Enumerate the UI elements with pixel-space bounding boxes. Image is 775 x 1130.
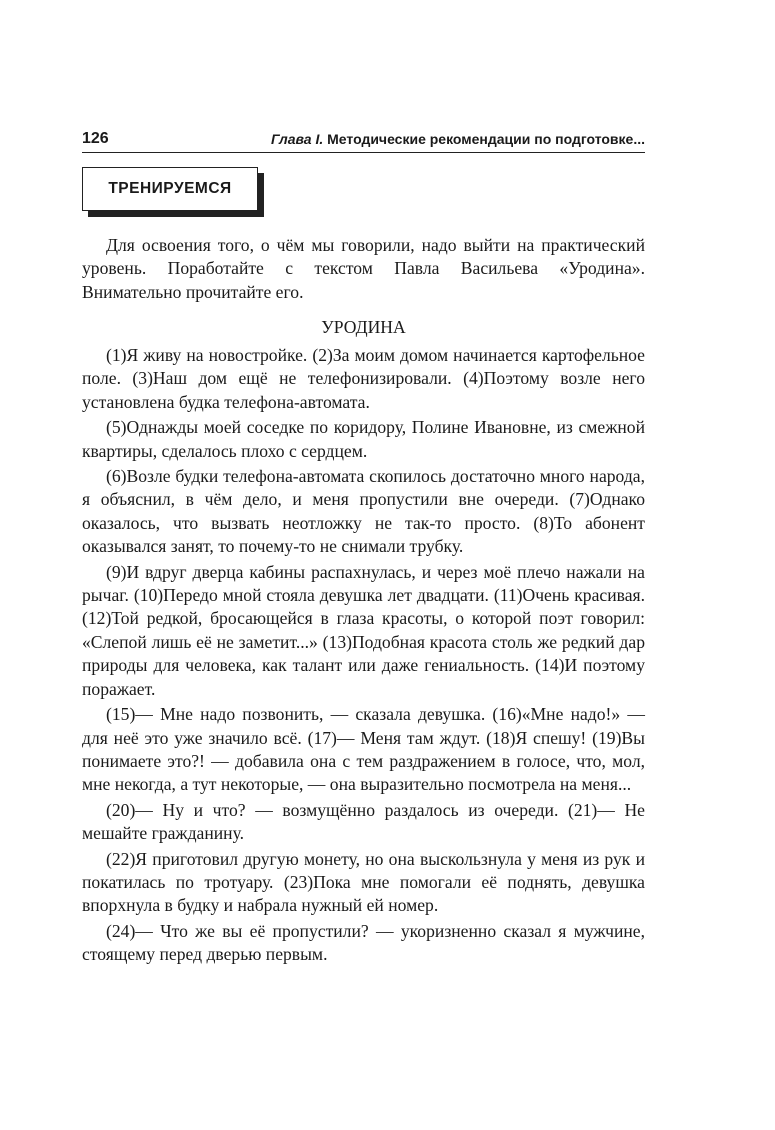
- chapter-title: Методические рекомендации по подготовке...: [323, 131, 645, 147]
- chapter-label: Глава I.: [270, 131, 324, 147]
- story-paragraph: (20)— Ну и что? — возмущённо раздалось из очереди. (21)— Не мешайте гражданину.: [82, 799, 645, 844]
- page-number: 126: [82, 130, 109, 147]
- intro-paragraph: Для освоения того, о чём мы говорили, надо выйти на практический уровень. Поработайте с текстом Павла Васильева «Уродина». Внимательно прочитайте его.: [82, 235, 645, 302]
- story-paragraph: (1)Я живу на новостройке. (2)За моим домом начинается картофельное поле. (3)Наш дом ещё не телефонизировали. (4)Поэтому возле него установлена будка телефона-автомата.: [82, 345, 645, 412]
- story-body: [82, 344, 645, 969]
- story-paragraph: (15)— Мне надо позвонить, — сказала девушка. (16)«Мне надо!» — для неё это уже значило всё. (17)— Меня там ждут. (18)Я спешу! (19)Вы понимаете это?! — добавила она с тем раздражением в голосе, что, мол, мне некогда, а тут некоторые, — она выразительно посмотрела на меня...: [82, 704, 645, 795]
- running-title: [271, 131, 645, 147]
- story-paragraph: (24)— Что же вы её пропустили? — укоризненно сказал я мужчине, стоящему перед дверью первым.: [82, 920, 645, 965]
- intro-block: [82, 234, 645, 304]
- story-paragraph: (22)Я приготовил другую монету, но она выскользнула у меня из рук и покатилась по тротуару. (23)Пока мне помогали её поднять, девушка впорхнула в будку и набрала нужный ей номер.: [82, 848, 645, 916]
- section-label-box: [82, 167, 258, 211]
- story-paragraph: (5)Однажды моей соседке по коридору, Полине Ивановне, из смежной квартиры, сделалось плохо с сердцем.: [82, 417, 645, 461]
- running-header: [82, 128, 645, 153]
- story-paragraph: (9)И вдруг дверца кабины распахнулась, и через моё плечо нажали на рычаг. (10)Передо мной стояла девушка лет двадцати. (11)Очень красивая. (12)Той редкой, бросающейся в глаза красоты, о которой поэт говорил: «Слепой лишь её не заметит...» (13)Подобная красота столь же редкий дар природы для человека, как талант или даже гениальность. (14)И поэтому поражает.: [82, 561, 645, 699]
- story-title: УРОДИНА: [321, 317, 406, 337]
- section-label: ТРЕНИРУЕМСЯ: [108, 180, 232, 197]
- story-paragraph: (6)Возле будки телефона-автомата скопилось достаточно много народа, я объяснил, в чём дело, и меня пропустили вне очереди. (7)Однако оказалось, что вызвать неотложку не так-то просто. (8)То абонент оказывался занят, то почему-то не снимали трубку.: [82, 466, 645, 557]
